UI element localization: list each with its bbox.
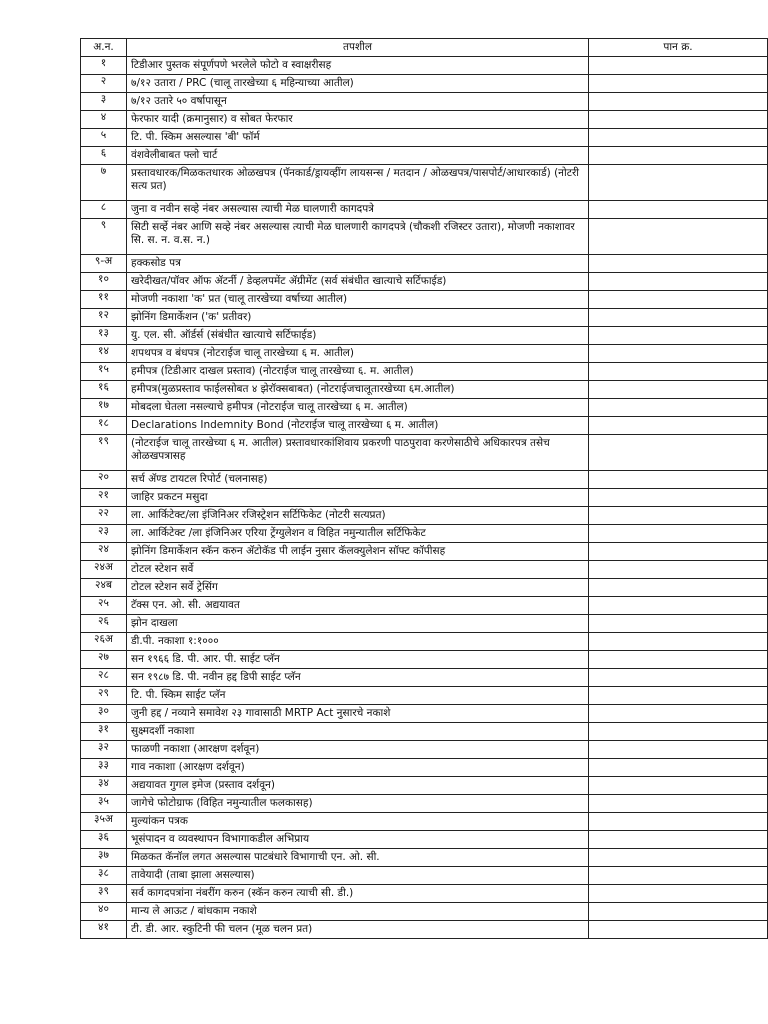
row-serial: २८ (81, 669, 127, 687)
row-details: हमीपत्र (टिडीआर दाखल प्रस्ताव) (नोटराईज चालू तारखेच्या ६. म. आतील) (127, 363, 589, 381)
row-page-no (589, 741, 768, 759)
row-details: टि. पी. स्किम साईट प्लॅन (127, 687, 589, 705)
row-page-no (589, 705, 768, 723)
row-details: प्रस्तावधारक/मिळकतधारक ओळखपत्र (पॅनकार्ड/ड्रायव्हींग लायसन्स / मतदान / ओळखपत्र/पासपोर्ट/आधारकार्ड) (नोटरी सत्य प्रत) (127, 165, 589, 201)
row-serial: ३४ (81, 777, 127, 795)
row-details: तावेयादी (ताबा झाला असल्यास) (127, 867, 589, 885)
row-details: झोनिंग डिमार्केशन ('क' प्रतीवर) (127, 309, 589, 327)
row-page-no (589, 399, 768, 417)
row-details: टोटल स्टेशन सर्वे (127, 561, 589, 579)
row-details: गाव नकाशा (आरक्षण दर्शवून) (127, 759, 589, 777)
row-page-no (589, 327, 768, 345)
row-page-no (589, 921, 768, 939)
table-row (81, 831, 768, 849)
row-details: सन १९६६ डि. पी. आर. पी. साईट प्लॅन (127, 651, 589, 669)
row-page-no (589, 561, 768, 579)
row-details: जुना व नवीन सव्हे नंबर असल्यास त्याची मेळ घालणारी कागदपत्रे (127, 201, 589, 219)
table-row (81, 165, 768, 201)
table-row (81, 867, 768, 885)
table-row (81, 777, 768, 795)
row-details: फेरफार यादी (क्रमानुसार) व सोबत फेरफार (127, 111, 589, 129)
table-row (81, 327, 768, 345)
row-page-no (589, 759, 768, 777)
table-row (81, 651, 768, 669)
row-details: अद्ययावत गुगल इमेज (प्रस्ताव दर्शवून) (127, 777, 589, 795)
table-row (81, 435, 768, 471)
row-page-no (589, 795, 768, 813)
row-serial: ४१ (81, 921, 127, 939)
row-details: जाहिर प्रकटन मसुदा (127, 489, 589, 507)
table-row (81, 741, 768, 759)
header-page-no: पान क्र. (589, 39, 768, 57)
table-row (81, 561, 768, 579)
row-serial: ४० (81, 903, 127, 921)
row-details: शपथपत्र व बंधपत्र (नोटराईज चालू तारखेच्या ६ म. आतील) (127, 345, 589, 363)
table-row (81, 921, 768, 939)
header-row (81, 39, 768, 57)
row-details: टिडीआर पुस्तक संपूर्णपणे भरलेले फोटो व स्वाक्षरीसह (127, 57, 589, 75)
checklist-table (80, 38, 768, 939)
row-page-no (589, 597, 768, 615)
row-details: हमीपत्र(मुळप्रस्ताव फाईलसोबत ४ झेरॉक्सबाबत) (नोटराईजचालूतारखेच्या ६म.आतील) (127, 381, 589, 399)
row-details: झोन दाखला (127, 615, 589, 633)
row-page-no (589, 435, 768, 471)
row-details: सर्व कागदपत्रांना नंबरींग करुन (स्कॅन करुन त्याची सी. डी.) (127, 885, 589, 903)
table-row (81, 363, 768, 381)
row-details: (नोटराईज चालू तारखेच्या ६ म. आतील) प्रस्तावधारकांशिवाय प्रकरणी पाठपुरावा करणेसाठीचे अधिकारपत्र तसेच ओळखपत्रासह (127, 435, 589, 471)
row-page-no (589, 75, 768, 93)
row-serial: १० (81, 273, 127, 291)
row-page-no (589, 57, 768, 75)
row-serial: २४ (81, 543, 127, 561)
table-row (81, 543, 768, 561)
table-row (81, 669, 768, 687)
header-serial: अ.न. (81, 39, 127, 57)
row-page-no (589, 813, 768, 831)
row-serial: १४ (81, 345, 127, 363)
row-serial: ९-अ (81, 255, 127, 273)
row-details: टॅक्स एन. ओ. सी. अद्ययावत (127, 597, 589, 615)
row-serial: ३९ (81, 885, 127, 903)
row-page-no (589, 885, 768, 903)
table-row (81, 579, 768, 597)
row-details: Declarations Indemnity Bond (नोटराईज चालू तारखेच्या ६ म. आतील) (127, 417, 589, 435)
table-row (81, 813, 768, 831)
table-row (81, 525, 768, 543)
row-page-no (589, 255, 768, 273)
row-serial: ३२ (81, 741, 127, 759)
row-serial: ३७ (81, 849, 127, 867)
row-serial: २ (81, 75, 127, 93)
row-serial: ९ (81, 219, 127, 255)
row-page-no (589, 291, 768, 309)
row-page-no (589, 147, 768, 165)
row-details: ला. आर्किटेक्ट /ला इंजिनिअर एरिया ट्रेंग्युलेशन व विहित नमुन्यातील सर्टिफिकेट (127, 525, 589, 543)
table-row (81, 147, 768, 165)
row-details: जागेचे फोटोग्राफ (विहित नमुन्यातील फलकासह) (127, 795, 589, 813)
row-page-no (589, 723, 768, 741)
row-serial: ४ (81, 111, 127, 129)
table-row (81, 759, 768, 777)
row-details: भूसंपादन व व्यवस्थापन विभागाकडील अभिप्राय (127, 831, 589, 849)
row-details: ७/१२ उतारे ५० वर्षापासून (127, 93, 589, 111)
table-row (81, 399, 768, 417)
row-page-no (589, 831, 768, 849)
table-row (81, 219, 768, 255)
row-serial: २० (81, 471, 127, 489)
row-serial: २४अ (81, 561, 127, 579)
row-page-no (589, 867, 768, 885)
row-serial: १३ (81, 327, 127, 345)
row-details: सुक्ष्मदर्शी नकाशा (127, 723, 589, 741)
row-serial: २४ब (81, 579, 127, 597)
table-row (81, 471, 768, 489)
row-serial: ३८ (81, 867, 127, 885)
row-page-no (589, 687, 768, 705)
row-page-no (589, 849, 768, 867)
table-row (81, 885, 768, 903)
table-row (81, 291, 768, 309)
table-row (81, 849, 768, 867)
row-page-no (589, 165, 768, 201)
row-page-no (589, 579, 768, 597)
row-page-no (589, 111, 768, 129)
table-row (81, 705, 768, 723)
table-row (81, 75, 768, 93)
row-serial: २३ (81, 525, 127, 543)
row-page-no (589, 615, 768, 633)
row-details: मोबदला घेतला नसल्याचे हमीपत्र (नोटराईज चालू तारखेच्या ६ म. आतील) (127, 399, 589, 417)
row-details: सिटी सर्व्हे नंबर आणि सव्हे नंबर असल्यास त्याची मेळ घालणारी कागदपत्रे (चौकशी रजिस्टर उतारा), मोजणी नकाशावर सि. स. न. व.स. न.) (127, 219, 589, 255)
table-row (81, 507, 768, 525)
table-row (81, 723, 768, 741)
table-row (81, 345, 768, 363)
row-serial: १ (81, 57, 127, 75)
row-serial: ३३ (81, 759, 127, 777)
row-serial: ६ (81, 147, 127, 165)
row-serial: २६ (81, 615, 127, 633)
row-serial: १८ (81, 417, 127, 435)
row-page-no (589, 219, 768, 255)
row-serial: ३० (81, 705, 127, 723)
row-serial: १६ (81, 381, 127, 399)
row-page-no (589, 543, 768, 561)
table-row (81, 687, 768, 705)
row-details: मोजणी नकाशा 'क' प्रत (चालू तारखेच्या वर्षाच्या आतील) (127, 291, 589, 309)
row-page-no (589, 525, 768, 543)
row-serial: २९ (81, 687, 127, 705)
row-page-no (589, 93, 768, 111)
row-details: टी. डी. आर. स्कुटिनी फी चलन (मूळ चलन प्रत) (127, 921, 589, 939)
row-serial: १७ (81, 399, 127, 417)
row-details: टोटल स्टेशन सर्वे ट्रेसिंग (127, 579, 589, 597)
table-body (81, 57, 768, 939)
row-page-no (589, 417, 768, 435)
row-serial: ३५ (81, 795, 127, 813)
row-details: टि. पी. स्किम असल्यास 'बी' फॉर्म (127, 129, 589, 147)
row-details: सर्च ॲण्ड टायटल रिपोर्ट (चलनासह) (127, 471, 589, 489)
row-serial: ५ (81, 129, 127, 147)
row-page-no (589, 273, 768, 291)
row-page-no (589, 489, 768, 507)
row-page-no (589, 633, 768, 651)
row-details: जुनी हद्द / नव्याने समावेश २३ गावासाठी MRTP Act नुसारचे नकाशे (127, 705, 589, 723)
table-row (81, 489, 768, 507)
row-details: मुल्यांकन पत्रक (127, 813, 589, 831)
row-details: खरेदीखत/पॉवर ऑफ ॲटर्नी / डेव्हलपमेंट ॲग्रीमेंट (सर्व संबंधीत खात्याचे सर्टिफाईड) (127, 273, 589, 291)
row-serial: १९ (81, 435, 127, 471)
table-row (81, 273, 768, 291)
row-details: डी.पी. नकाशा १:१००० (127, 633, 589, 651)
table-row (81, 903, 768, 921)
row-details: यु. एल. सी. ऑर्डर्स (संबंधीत खात्याचे सर्टिफाईड) (127, 327, 589, 345)
table-row (81, 795, 768, 813)
row-serial: २१ (81, 489, 127, 507)
row-page-no (589, 903, 768, 921)
row-page-no (589, 381, 768, 399)
row-page-no (589, 345, 768, 363)
row-page-no (589, 201, 768, 219)
row-serial: २६अ (81, 633, 127, 651)
table-row (81, 57, 768, 75)
table-row (81, 633, 768, 651)
row-serial: ११ (81, 291, 127, 309)
row-serial: १५ (81, 363, 127, 381)
row-page-no (589, 777, 768, 795)
row-serial: ८ (81, 201, 127, 219)
table-row (81, 255, 768, 273)
row-details: ७/१२ उतारा / PRC (चालू तारखेच्या ६ महिन्याच्या आतील) (127, 75, 589, 93)
header-details: तपशील (127, 39, 589, 57)
table-row (81, 129, 768, 147)
row-serial: १२ (81, 309, 127, 327)
row-page-no (589, 471, 768, 489)
row-page-no (589, 669, 768, 687)
table-row (81, 381, 768, 399)
row-page-no (589, 507, 768, 525)
row-serial: २२ (81, 507, 127, 525)
table-row (81, 309, 768, 327)
table-row (81, 201, 768, 219)
row-serial: ७ (81, 165, 127, 201)
row-page-no (589, 363, 768, 381)
table-row (81, 111, 768, 129)
table-row (81, 597, 768, 615)
row-serial: २७ (81, 651, 127, 669)
table-row (81, 615, 768, 633)
row-serial: २५ (81, 597, 127, 615)
row-page-no (589, 651, 768, 669)
row-details: झोनिंग डिमार्केशन स्कॅन करुन ॲटोकॅड पी लाईन नुसार कॅलक्युलेशन सॉफ्ट कॉपीसह (127, 543, 589, 561)
row-serial: ३ (81, 93, 127, 111)
row-details: मान्य ले आऊट / बांधकाम नकाशे (127, 903, 589, 921)
row-serial: ३५अ (81, 813, 127, 831)
table-row (81, 417, 768, 435)
row-details: मिळकत कॅनॉल लगत असल्यास पाटबंधारे विभागाची एन. ओ. सी. (127, 849, 589, 867)
row-details: फाळणी नकाशा (आरक्षण दर्शवून) (127, 741, 589, 759)
row-page-no (589, 309, 768, 327)
row-serial: ३६ (81, 831, 127, 849)
table-row (81, 93, 768, 111)
row-details: ला. आर्किटेक्ट/ला इंजिनिअर रजिस्ट्रेशन सर्टिफिकेट (नोटरी सत्यप्रत) (127, 507, 589, 525)
row-page-no (589, 129, 768, 147)
row-serial: ३१ (81, 723, 127, 741)
row-details: सन १९८७ डि. पी. नवीन हद्द डिपी साईट प्लॅन (127, 669, 589, 687)
row-details: वंशवेलीबाबत फ्लो चार्ट (127, 147, 589, 165)
row-details: हक्कसोड पत्र (127, 255, 589, 273)
